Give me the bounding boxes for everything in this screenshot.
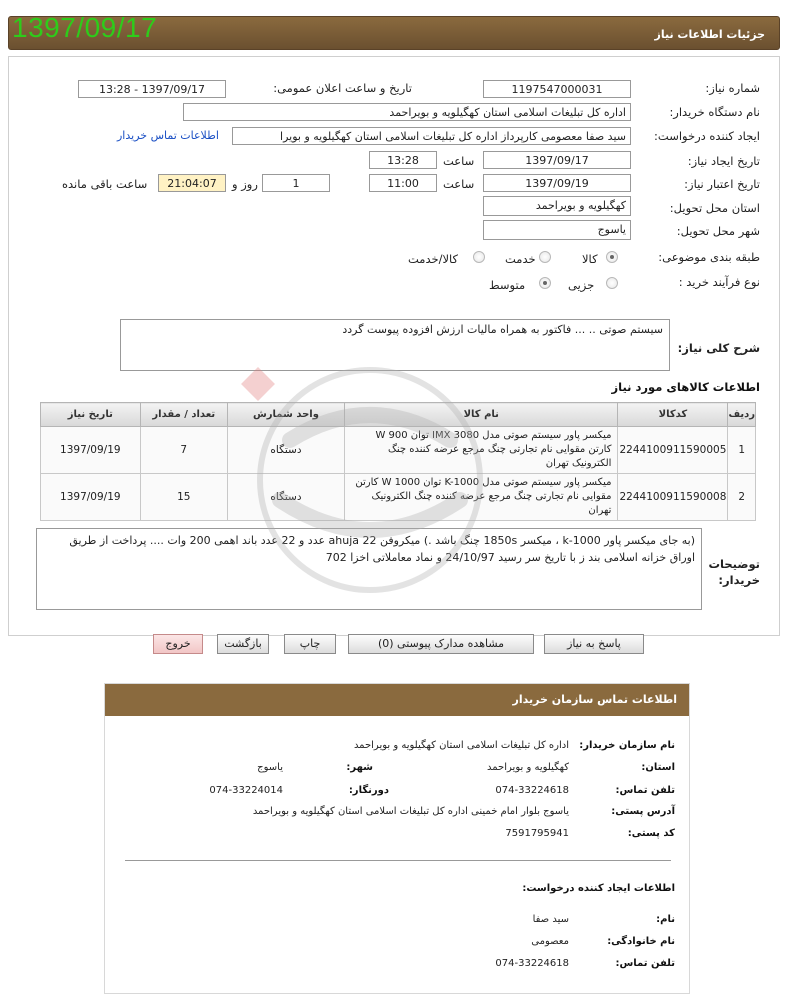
contact-card-header <box>105 684 689 716</box>
contact-phone-label: تلفن تماس: <box>615 785 675 796</box>
created-time-field: 13:28 <box>369 151 437 169</box>
category-option-goods: کالا <box>582 252 598 266</box>
contact-org-value: اداره کل تبلیغات اسلامی استان کهگیلویه و بویراحمد <box>353 740 569 751</box>
general-desc-label: شرح کلی نیاز: <box>677 341 760 355</box>
contact-fax-value: 074-33224014 <box>209 785 283 796</box>
row-name: میکسر پاور سیستم صوتی مدل K-1000 توان 1000 W کارتن مقوایی نام تجارتی چنگ مرجع عرضه کننده چنگ الکترونیک تهران <box>345 474 618 521</box>
creator-name-label: نام: <box>656 914 675 925</box>
table-row <box>41 427 756 474</box>
buyer-contact-card <box>104 683 690 994</box>
row-qty: 15 <box>140 474 227 521</box>
need-number-field: 1197547000031 <box>483 80 631 98</box>
col-unit: واحد شمارش <box>227 403 344 427</box>
created-time-label: ساعت <box>443 154 475 168</box>
print-button[interactable]: چاپ <box>284 634 336 654</box>
view-attachments-button[interactable]: مشاهده مدارک پیوستی (0) <box>348 634 534 654</box>
city-label: شهر محل تحویل: <box>676 224 760 238</box>
announce-label: تاریخ و ساعت اعلان عمومی: <box>273 81 412 95</box>
category-radio-goods[interactable] <box>606 251 618 263</box>
row-name: میکسر پاور سیستم صوتی مدل IMX 3080 توان 900 W کارتن مقوایی نام تجارتی چنگ مرجع عرضه کننده چنگ الکترونیک تهران <box>345 427 618 474</box>
items-section-title: اطلاعات کالاهای مورد نیاز <box>611 380 760 394</box>
general-desc-box: سیستم صوتی .. ... فاکتور به همراه مالیات ارزش افزوده پیوست گردد <box>120 319 670 371</box>
need-number-label: شماره نیاز: <box>705 81 760 95</box>
col-qty: تعداد / مقدار <box>140 403 227 427</box>
created-date-field: 1397/09/17 <box>483 151 631 169</box>
city-field: یاسوج <box>483 220 631 240</box>
contact-org-label: نام سازمان خریدار: <box>579 740 675 751</box>
valid-date-field: 1397/09/19 <box>483 174 631 192</box>
contact-city-value: یاسوج <box>257 762 283 773</box>
buyer-contact-link[interactable]: اطلاعات تماس خریدار <box>117 129 219 142</box>
buyer-notes-box: (به جای میکسر پاور k-1000 ، میکسر 1850s چنگ باشد .) میکروفن ahuja 22 عدد و 22 عدد باند اهمی 200 وات .... پرداخت از طریق اوراق خزانه اسلامی بند ز با تاریخ سر رسید 24/10/97 و نماد معاملاتی اخزا 702 <box>36 528 702 610</box>
contact-address-label: آدرس پستی: <box>611 806 675 817</box>
buyer-org-field: اداره کل تبلیغات اسلامی استان کهگیلویه و بویراحمد <box>183 103 631 121</box>
date-stamp: 1397/09/17 <box>12 12 158 43</box>
valid-time-field: 11:00 <box>369 174 437 192</box>
row-date: 1397/09/19 <box>41 474 141 521</box>
category-option-service: خدمت <box>505 252 536 266</box>
province-label: استان محل تحویل: <box>669 201 760 215</box>
creator-family-label: نام خانوادگی: <box>607 936 675 947</box>
creator-family-value: معصومی <box>531 936 569 947</box>
contact-card-title: اطلاعات تماس سازمان خریدار <box>512 693 677 706</box>
days-field: 1 <box>262 174 330 192</box>
row-index: 2 <box>728 474 756 521</box>
contact-province-label: استان: <box>641 762 675 773</box>
row-code: 2244100911590005 <box>618 427 728 474</box>
process-option-medium: متوسط <box>489 278 526 292</box>
contact-postal-label: کد پستی: <box>627 828 675 839</box>
process-radio-minor[interactable] <box>606 277 618 289</box>
contact-postal-value: 7591795941 <box>505 828 569 839</box>
category-radio-both[interactable] <box>473 251 485 263</box>
category-label: طبقه بندی موضوعی: <box>658 250 760 264</box>
remaining-time-field: 21:04:07 <box>158 174 226 192</box>
contact-divider <box>125 860 671 861</box>
row-unit: دستگاه <box>227 474 344 521</box>
contact-city-label: شهر: <box>346 762 373 773</box>
process-option-minor: جزیی <box>568 278 595 292</box>
contact-phone-value: 074-33224618 <box>495 785 569 796</box>
row-date: 1397/09/19 <box>41 427 141 474</box>
buyer-notes-label: توضیحات خریدار: <box>708 557 760 587</box>
reply-button[interactable]: پاسخ به نیاز <box>544 634 644 654</box>
remaining-label: ساعت باقی مانده <box>62 177 148 191</box>
table-row <box>41 474 756 521</box>
exit-button[interactable]: خروج <box>153 634 203 654</box>
items-header-row <box>41 403 756 427</box>
row-index: 1 <box>728 427 756 474</box>
valid-time-label: ساعت <box>443 177 475 191</box>
row-qty: 7 <box>140 427 227 474</box>
col-row: ردیف <box>728 403 756 427</box>
col-code: کدکالا <box>618 403 728 427</box>
items-table <box>40 402 756 521</box>
row-unit: دستگاه <box>227 427 344 474</box>
contact-address-value: یاسوج بلوار امام خمینی اداره کل تبلیغات اسلامی استان کهگیلویه و بویراحمد <box>252 806 569 817</box>
col-name: نام کالا <box>345 403 618 427</box>
contact-province-value: کهگیلویه و بویراحمد <box>487 762 569 773</box>
col-date: تاریخ نیاز <box>41 403 141 427</box>
days-label: روز و <box>232 177 258 191</box>
page-title: جزئیات اطلاعات نیاز <box>654 28 765 41</box>
category-option-both: کالا/خدمت <box>408 252 459 266</box>
creator-phone-label: تلفن تماس: <box>615 958 675 969</box>
creator-section-title: اطلاعات ایجاد کننده درخواست: <box>522 883 675 894</box>
contact-fax-label: دورنگار: <box>348 785 389 796</box>
back-button[interactable]: بازگشت <box>217 634 269 654</box>
process-radio-medium[interactable] <box>539 277 551 289</box>
category-radio-service[interactable] <box>539 251 551 263</box>
creator-label: ایجاد کننده درخواست: <box>654 129 760 143</box>
created-date-label: تاریخ ایجاد نیاز: <box>687 154 760 168</box>
creator-field: سید صفا معصومی کارپرداز اداره کل تبلیغات اسلامی استان کهگیلویه و بویرا <box>232 127 631 145</box>
process-label: نوع فرآیند خرید : <box>678 275 760 289</box>
valid-date-label: تاریخ اعتبار نیاز: <box>684 177 760 191</box>
buyer-org-label: نام دستگاه خریدار: <box>669 105 760 119</box>
province-field: کهگیلویه و بویراحمد <box>483 196 631 216</box>
creator-phone-value: 074-33224618 <box>495 958 569 969</box>
row-code: 2244100911590008 <box>618 474 728 521</box>
creator-name-value: سید صفا <box>532 914 569 925</box>
announce-field: 1397/09/17 - 13:28 <box>78 80 226 98</box>
